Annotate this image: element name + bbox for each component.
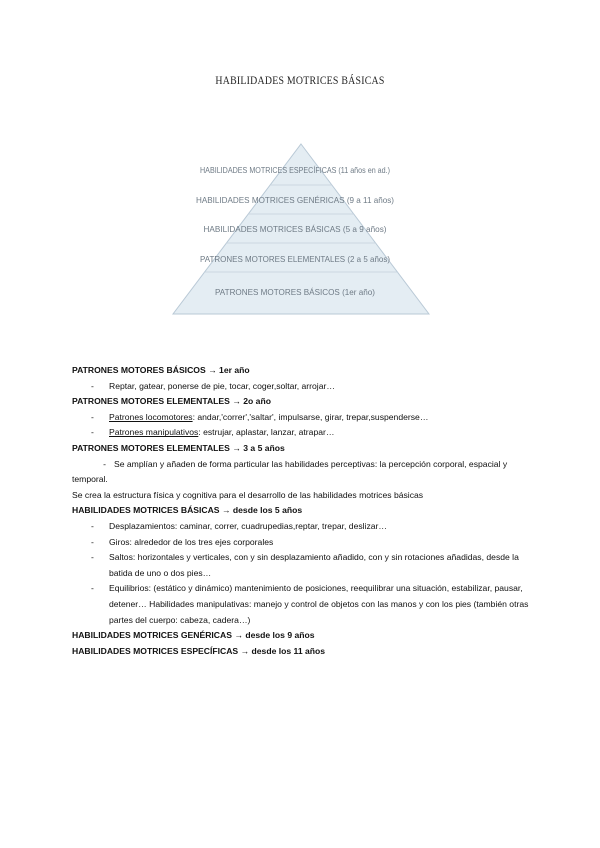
list-item	[72, 410, 542, 426]
heading-specific-skills: HABILIDADES MOTRICES ESPECÍFICAS → desde los 11 años	[72, 645, 326, 656]
list-item-text: : estrujar, aplastar, lanzar, atrapar…	[198, 427, 335, 438]
list-item-text: Saltos: horizontales y verticales, con y sin desplazamiento añadido, con y sin rotaciones añadidas, desde la batida de uno o dos pies…	[109, 552, 519, 578]
list-item	[72, 535, 542, 551]
heading-elemental-patterns: PATRONES MOTORES ELEMENTALES → 2o año	[72, 396, 271, 407]
list-item-text: Giros: alrededor de los tres ejes corporales	[109, 536, 274, 547]
list-item-label: Patrones locomotores	[109, 411, 193, 422]
list-item-text: : andar,'correr','saltar', impulsarse, girar, trepar,suspenderse…	[192, 411, 429, 422]
heading-generic-skills: HABILIDADES MOTRICES GENÉRICAS → desde los 9 años	[72, 630, 315, 641]
bullet-dash: -	[91, 583, 94, 594]
heading-basic-patterns: PATRONES MOTORES BÁSICOS → 1er año	[72, 365, 250, 375]
bullet-dash: -	[91, 552, 94, 563]
pyramid-level-specific: HABILIDADES MOTRICES ESPECÍFICAS (11 años en ad.)	[200, 165, 391, 175]
pyramid-level-generic: HABILIDADES MOTRICES GENÉRICAS (9 a 11 años)	[196, 195, 395, 205]
pyramid-level-basic-patterns: PATRONES MOTORES BÁSICOS (1er año)	[215, 287, 376, 297]
heading-basic-skills: HABILIDADES MOTRICES BÁSICAS → desde los 5 años	[72, 505, 303, 516]
paragraph	[72, 457, 542, 488]
pyramid-level-elemental: PATRONES MOTORES ELEMENTALES (2 a 5 años)	[200, 254, 391, 264]
list-item-text: Desplazamientos: caminar, correr, cuadrupedias,reptar, trepar, deslizar…	[109, 520, 387, 531]
bullet-dash: -	[91, 411, 94, 422]
list-item-text: Reptar, gatear, ponerse de pie, tocar, coger,soltar, arrojar…	[109, 380, 335, 391]
bullet-dash: -	[103, 458, 106, 469]
pyramid-diagram	[170, 142, 432, 316]
heading-elemental-3-5: PATRONES MOTORES ELEMENTALES → 3 a 5 años	[72, 442, 285, 453]
content-body	[72, 363, 542, 659]
bullet-dash: -	[91, 520, 94, 531]
pyramid-level-basic-skills: HABILIDADES MOTRICES BÁSICAS (5 a 9 años)	[203, 224, 387, 234]
bullet-dash: -	[91, 380, 94, 391]
list-item-text: Equilibrios: (estático y dinámico) mantenimiento de posiciones, reequilibrar una situación, estabilizar, pausar, detener… Habilidades manipulativas: manejo y control de objetos con las manos y con los pies (también otras partes del cuerpo: cabeza, cadera…)	[109, 583, 529, 625]
list-item	[72, 581, 542, 628]
list-item	[72, 550, 542, 581]
document-title: HABILIDADES MOTRICES BÁSICAS	[215, 73, 385, 87]
list-item	[72, 379, 542, 395]
bullet-dash: -	[91, 427, 94, 438]
list-item	[72, 519, 542, 535]
note-text: Se crea la estructura física y cognitiva para el desarrollo de las habilidades motrices básicas	[72, 489, 424, 500]
list-item	[72, 425, 542, 441]
list-item-label: Patrones manipulativos	[109, 427, 199, 438]
bullet-dash: -	[91, 536, 94, 547]
paragraph-text: Se amplían y añaden de forma particular las habilidades perceptivas: la percepción corporal, espacial y temporal.	[72, 458, 508, 485]
